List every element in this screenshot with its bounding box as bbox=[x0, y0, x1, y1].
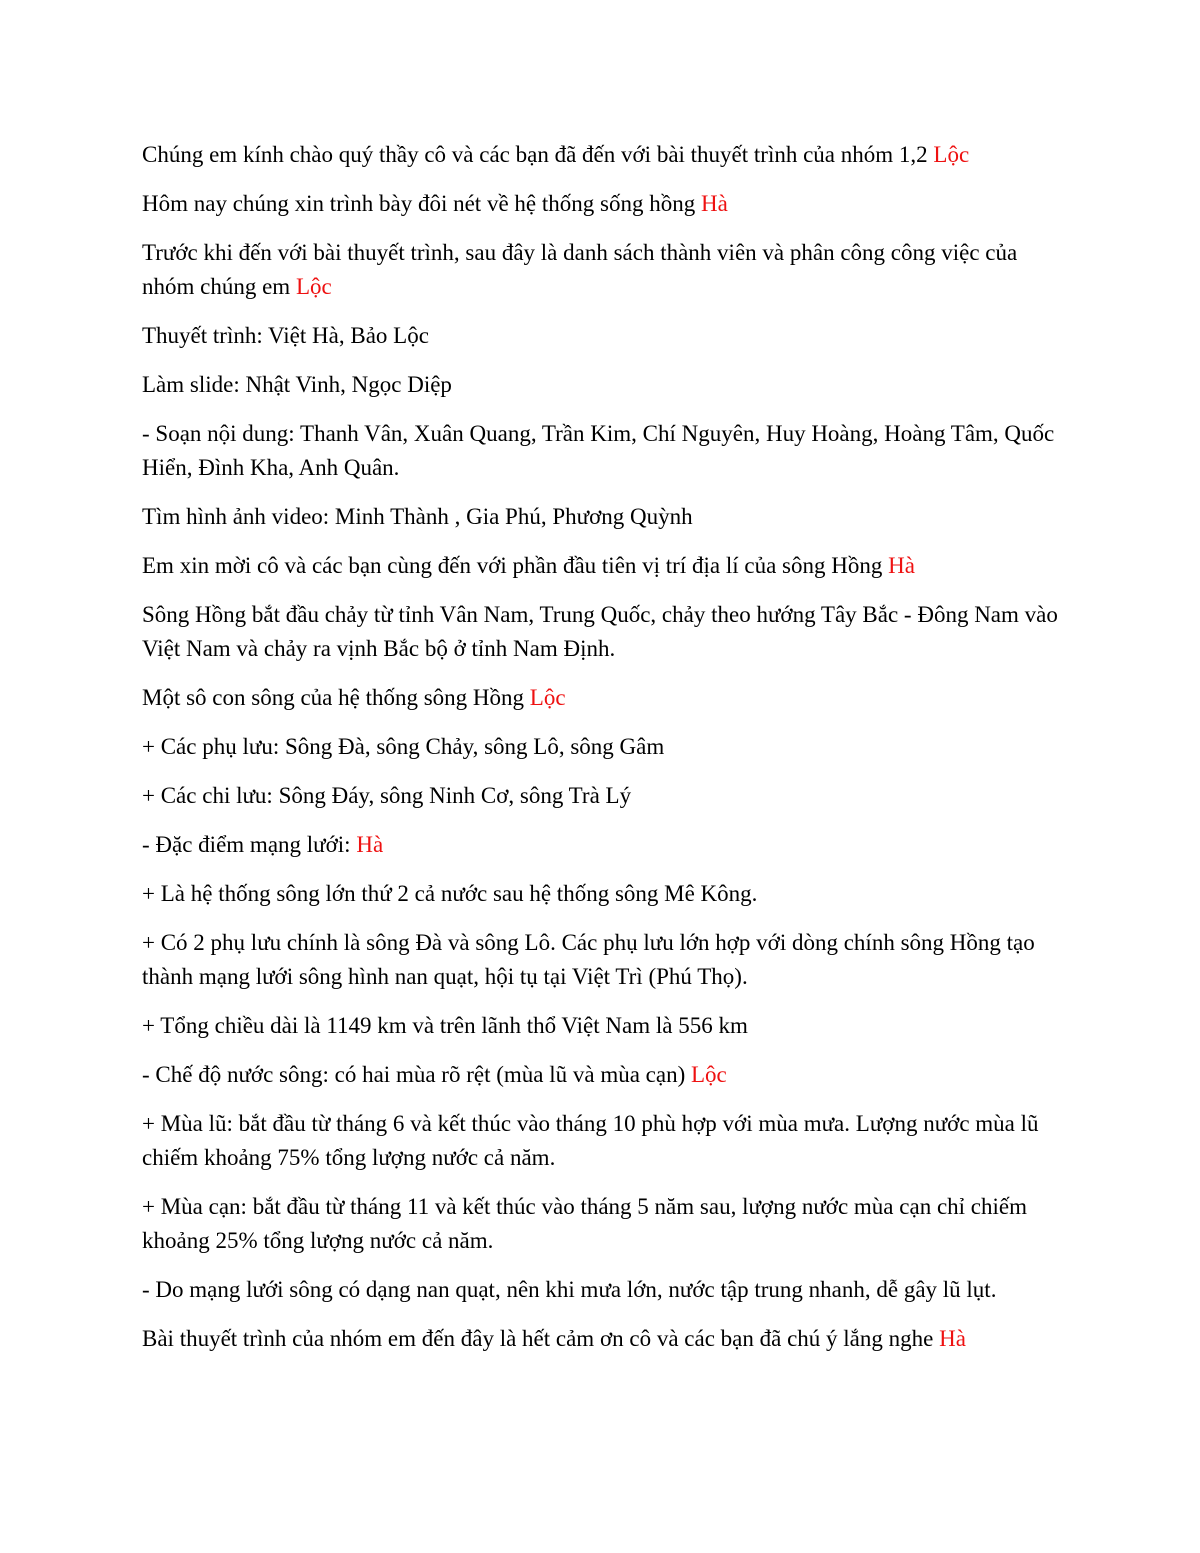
paragraph-location-intro bbox=[142, 549, 1062, 583]
paragraph-river-course bbox=[142, 598, 1062, 666]
paragraph-text: Sông Hồng bắt đầu chảy từ tỉnh Vân Nam, Trung Quốc, chảy theo hướng Tây Bắc - Đông Nam vào Việt Nam và chảy ra vịnh Bắc bộ ở tỉnh Nam Định. bbox=[142, 602, 1058, 661]
paragraph-text: Tìm hình ảnh video: Minh Thành , Gia Phú, Phương Quỳnh bbox=[142, 504, 693, 529]
paragraph-greeting bbox=[142, 138, 1062, 172]
speaker-tag: Lộc bbox=[295, 274, 332, 299]
paragraph-network-shape bbox=[142, 926, 1062, 994]
paragraph-text: + Các phụ lưu: Sông Đà, sông Chảy, sông Lô, sông Gâm bbox=[142, 734, 665, 759]
paragraph-flood-season bbox=[142, 1107, 1062, 1175]
paragraph-tributaries-intro bbox=[142, 681, 1062, 715]
paragraph-text: Làm slide: Nhật Vinh, Ngọc Diệp bbox=[142, 372, 452, 397]
paragraph-text: + Tổng chiều dài là 1149 km và trên lãnh thổ Việt Nam là 556 km bbox=[142, 1013, 748, 1038]
speaker-tag: Hà bbox=[939, 1326, 966, 1351]
speaker-tag: Lộc bbox=[933, 142, 970, 167]
paragraph-topic bbox=[142, 187, 1062, 221]
paragraph-presenters bbox=[142, 319, 1062, 353]
document-body bbox=[142, 138, 1062, 1371]
paragraph-flood-risk bbox=[142, 1273, 1062, 1307]
paragraph-text: Bài thuyết trình của nhóm em đến đây là hết cảm ơn cô và các bạn đã chú ý lắng nghe bbox=[142, 1326, 940, 1351]
paragraph-slides bbox=[142, 368, 1062, 402]
paragraph-intro-members bbox=[142, 236, 1062, 304]
paragraph-network-rank bbox=[142, 877, 1062, 911]
paragraph-text: + Mùa cạn: bắt đầu từ tháng 11 và kết thúc vào tháng 5 năm sau, lượng nước mùa cạn chỉ chiếm khoảng 25% tổng lượng nước cả năm. bbox=[142, 1194, 1027, 1253]
paragraph-text: - Do mạng lưới sông có dạng nan quạt, nên khi mưa lớn, nước tập trung nhanh, dễ gây lũ lụt. bbox=[142, 1277, 997, 1302]
speaker-tag: Hà bbox=[356, 832, 384, 857]
paragraph-distributaries bbox=[142, 779, 1062, 813]
paragraph-network-length bbox=[142, 1009, 1062, 1043]
paragraph-text: + Có 2 phụ lưu chính là sông Đà và sông Lô. Các phụ lưu lớn hợp với dòng chính sông Hồng tạo thành mạng lưới sông hình nan quạt, hội tụ tại Việt Trì (Phú Thọ). bbox=[142, 930, 1035, 989]
paragraph-text: - Soạn nội dung: Thanh Vân, Xuân Quang, Trần Kim, Chí Nguyên, Huy Hoàng, Hoàng Tâm, Quốc Hiển, Đình Kha, Anh Quân. bbox=[142, 421, 1055, 480]
paragraph-content-writers bbox=[142, 417, 1062, 485]
paragraph-text: Trước khi đến với bài thuyết trình, sau đây là danh sách thành viên và phân công công việc của nhóm chúng em bbox=[142, 240, 1018, 299]
speaker-tag: Lộc bbox=[691, 1062, 727, 1087]
paragraph-text: Thuyết trình: Việt Hà, Bảo Lộc bbox=[142, 323, 429, 348]
paragraph-closing bbox=[142, 1322, 1062, 1356]
speaker-tag: Hà bbox=[700, 191, 728, 216]
paragraph-text: Chúng em kính chào quý thầy cô và các bạn đã đến với bài thuyết trình của nhóm 1,2 bbox=[142, 142, 934, 167]
paragraph-text: - Chế độ nước sông: có hai mùa rõ rệt (mùa lũ và mùa cạn) bbox=[142, 1062, 691, 1087]
paragraph-network-heading bbox=[142, 828, 1062, 862]
paragraph-tributaries bbox=[142, 730, 1062, 764]
paragraph-text: Hôm nay chúng xin trình bày đôi nét về hệ thống sống hồng bbox=[142, 191, 701, 216]
paragraph-text: Một sô con sông của hệ thống sông Hồng bbox=[142, 685, 530, 710]
paragraph-text: - Đặc điểm mạng lưới: bbox=[142, 832, 357, 857]
paragraph-media-search bbox=[142, 500, 1062, 534]
paragraph-regime-heading bbox=[142, 1058, 1062, 1092]
paragraph-text: + Mùa lũ: bắt đầu từ tháng 6 và kết thúc vào tháng 10 phù hợp với mùa mưa. Lượng nước mùa lũ chiếm khoảng 75% tổng lượng nước cả năm. bbox=[142, 1111, 1039, 1170]
paragraph-text: + Các chi lưu: Sông Đáy, sông Ninh Cơ, sông Trà Lý bbox=[142, 783, 632, 808]
speaker-tag: Lộc bbox=[529, 685, 566, 710]
paragraph-text: + Là hệ thống sông lớn thứ 2 cả nước sau hệ thống sông Mê Kông. bbox=[142, 881, 758, 906]
paragraph-dry-season bbox=[142, 1190, 1062, 1258]
paragraph-text: Em xin mời cô và các bạn cùng đến với phần đầu tiên vị trí địa lí của sông Hồng bbox=[142, 553, 889, 578]
speaker-tag: Hà bbox=[888, 553, 915, 578]
